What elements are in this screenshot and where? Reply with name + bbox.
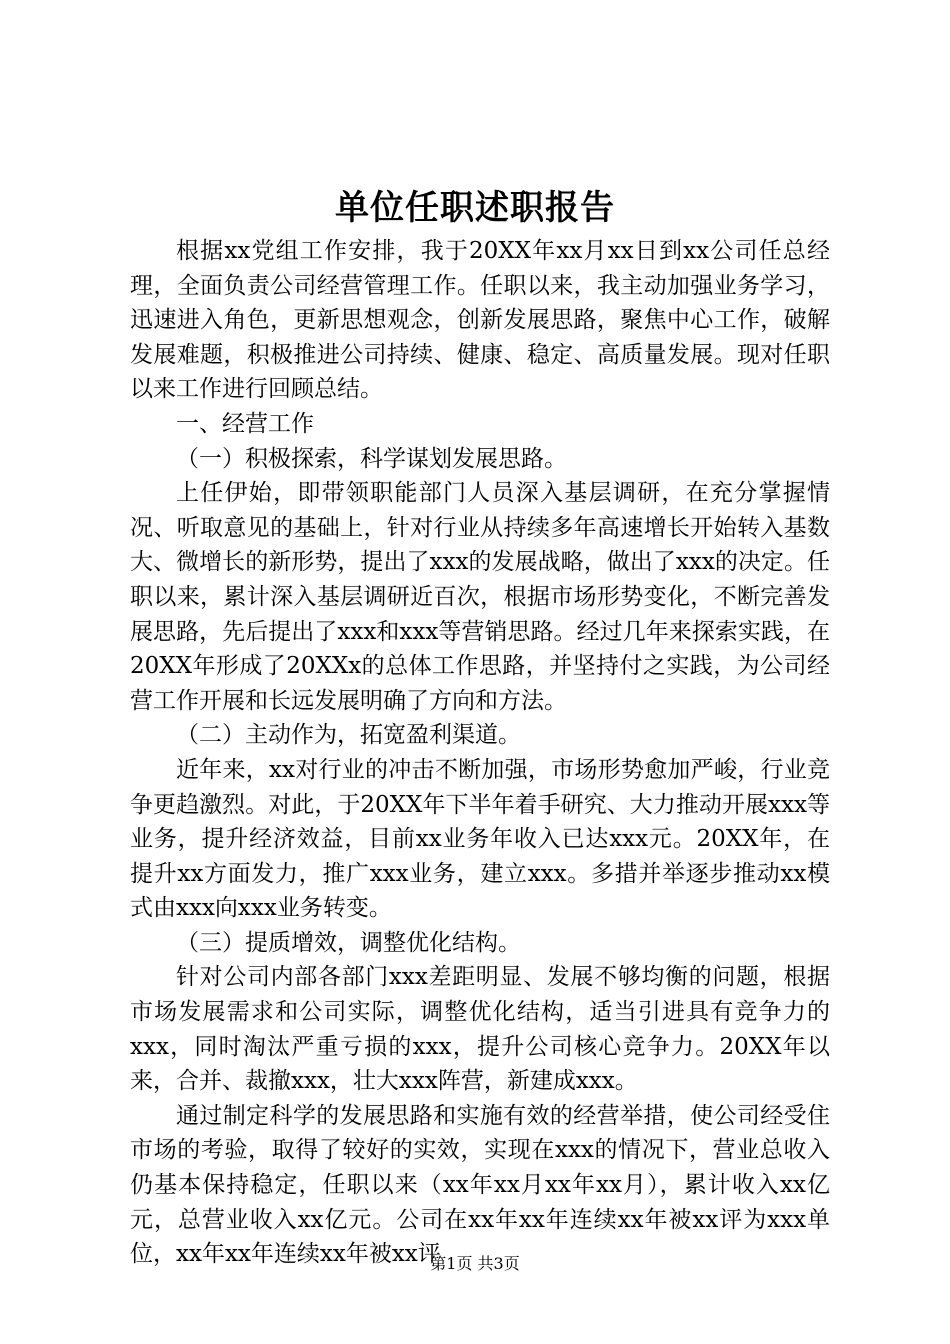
page-footer: 第1页 共3页 [430,1254,520,1273]
subsection-heading-2: （二）主动作为，拓宽盈利渠道。 [176,722,521,749]
subsection-heading-3: （三）提质增效，调整优化结构。 [176,929,521,956]
document-body [130,234,830,1272]
paragraph-3: 针对公司内部各部门xxx差距明显、发展不够均衡的问题，根据市场发展需求和公司实际，调整优化结构，适当引进具有竞争力的xxx，同时淘汰严重亏损的xxx，提升公司核心竞争力。20XX年以来，合并、裁撤xxx，壮大xxx阵营，新建成xxx。 [130,964,830,1095]
paragraph-4: 通过制定科学的发展思路和实施有效的经营举措，使公司经受住市场的考验，取得了较好的实效，实现在xxx的情况下，营业总收入仍基本保持稳定，任职以来（xx年xx月xx年xx月），累计收入xx亿元，总营业收入xx亿元。公司在xx年xx年连续xx年被xx评为xxx单位，xx年xx年连续xx年被xx评 [130,1102,830,1268]
subsection-heading-1: （一）积极探索，科学谋划发展思路。 [176,445,567,472]
document-title: 单位任职述职报告 [335,188,615,228]
paragraph-intro: 根据xx党组工作安排，我于20XX年xx月xx日到xx公司任总经理，全面负责公司经营管理工作。任职以来，我主动加强业务学习，迅速进入角色，更新思想观念，创新发展思路，聚焦中心工作，破解发展难题，积极推进公司持续、健康、稳定、高质量发展。现对任职以来工作进行回顾总结。 [130,238,830,403]
paragraph-2: 近年来，xx对行业的冲击不断加强，市场形势愈加严峻，行业竞争更趋激烈。对此，于20XX年下半年着手研究、大力推动开展xxx等业务，提升经济效益，目前xx业务年收入已达xxx元。20XX年，在提升xx方面发力，推广xxx业务，建立xxx。多措并举逐步推动xx模式由xxx向xxx业务转变。 [130,756,830,922]
section-heading: 一、经营工作 [176,410,314,437]
paragraph-1: 上任伊始，即带领职能部门人员深入基层调研，在充分掌握情况、听取意见的基础上，针对行业从持续多年高速增长开始转入基数大、微增长的新形势，提出了xxx的发展战略，做出了xxx的决定。任职以来，累计深入基层调研近百次，根据市场形势变化，不断完善发展思路，先后提出了xxx和xxx等营销思路。经过几年来探索实践，在20XX年形成了20XXx的总体工作思路，并坚持付之实践，为公司经营工作开展和长远发展明确了方向和方法。 [130,480,830,714]
